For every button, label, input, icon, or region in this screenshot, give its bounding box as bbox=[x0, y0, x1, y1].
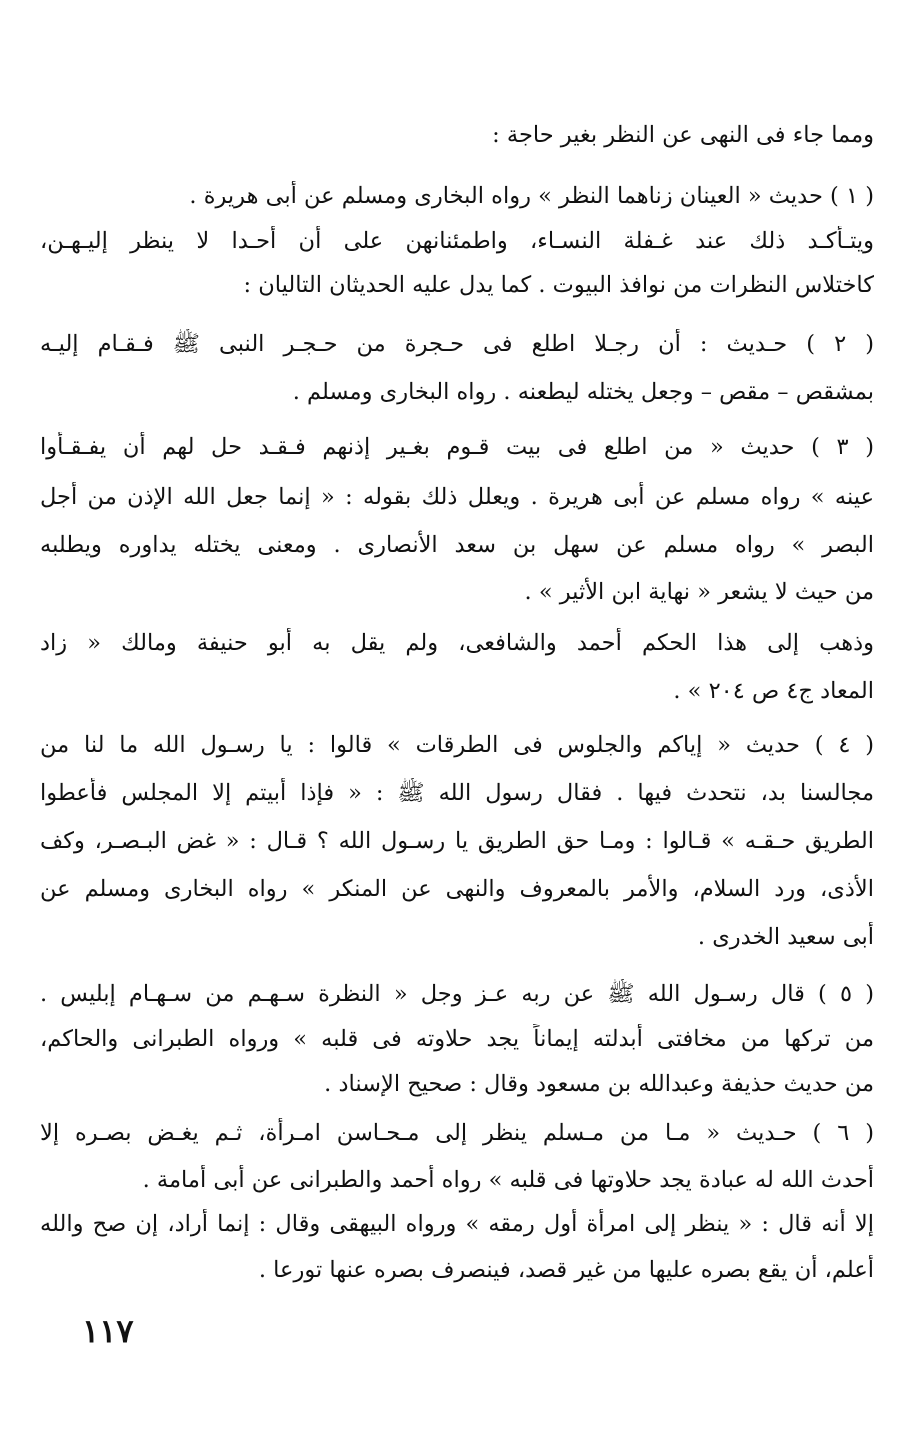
text-line: بمشقص – مقص – وجعل يختله ليطعنه . رواه البخارى ومسلم . bbox=[292, 379, 874, 405]
text-line: ويتـأكـد ذلك عند غـفلة النسـاء، واطمئنانهن على أن أحـدا لا ينظر إليـهـن، bbox=[40, 228, 874, 254]
text-line: البصر » رواه مسلم عن سهل بن سعد الأنصارى . ومعنى يختله يداوره ويطلبه bbox=[40, 532, 874, 558]
text-line: من حيث لا يشعر « نهاية ابن الأثير » . bbox=[524, 579, 874, 605]
text-line: عينه » رواه مسلم عن أبى هريرة . ويعلل ذلك بقوله : « إنما جعل الله الإذن من أجل bbox=[40, 484, 874, 510]
text-line-hadith-2: ( ٢ ) حـديث : أن رجـلا اطلع فى حـجرة من حـجـر النبى ﷺ فـقـام إليـه bbox=[40, 331, 874, 357]
text-line: المعاد ج٤ ص ٢٠٤ » . bbox=[673, 678, 874, 704]
text-line-hadith-1: ( ١ ) حديث « العينان زناهما النظر » رواه البخارى ومسلم عن أبى هريرة . bbox=[189, 183, 874, 209]
text-line-hadith-5: ( ٥ ) قال رسـول الله ﷺ عن ربه عـز وجل « النظرة سـهـم من سـهـام إبليس . bbox=[40, 981, 874, 1007]
text-line: أحدث الله له عبادة يجد حلاوتها فى قلبه » رواه أحمد والطبرانى عن أبى أمامة . bbox=[142, 1167, 874, 1193]
text-line: الطريق حـقـه » قـالوا : ومـا حق الطريق يا رسـول الله ؟ قـال : « غض البـصـر، وكف bbox=[40, 828, 874, 854]
page-number: ١١٧ bbox=[82, 1312, 134, 1350]
text-line: من تركها من مخافتى أبدلته إيماناً يجد حلاوته فى قلبه » ورواه الطبرانى والحاكم، bbox=[40, 1026, 874, 1052]
text-line: أبى سعيد الخدرى . bbox=[697, 924, 874, 950]
text-line-hadith-3: ( ٣ ) حديث « من اطلع فى بيت قـوم بغـير إذنهم فـقـد حل لهم أن يفـقـأوا bbox=[40, 434, 874, 460]
text-line: إلا أنه قال : « ينظر إلى امرأة أول رمقه » ورواه البيهقى وقال : إنما أراد، إن صح والله bbox=[40, 1211, 874, 1237]
text-line-hadith-6: ( ٦ ) حـديث « مـا من مـسلم ينظر إلى مـحـاسن امـرأة، ثـم يغـض بصـره إلا bbox=[40, 1120, 874, 1146]
text-line: الأذى، ورد السلام، والأمر بالمعروف والنهى عن المنكر » رواه البخارى ومسلم عن bbox=[40, 876, 874, 902]
text-line: مجالسنا بد، نتحدث فيها . فقال رسول الله ﷺ : « فإذا أبيتم إلا المجلس فأعطوا bbox=[40, 780, 874, 806]
text-line: أعلم، أن يقع بصره عليها من غير قصد، فينصرف بصره عنها تورعا . bbox=[258, 1257, 874, 1283]
text-line-paragraph: وذهب إلى هذا الحكم أحمد والشافعى، ولم يقل به أبو حنيفة ومالك « زاد bbox=[40, 630, 874, 656]
text-line-hadith-4: ( ٤ ) حديث « إياكم والجلوس فى الطرقات » قالوا : يا رسـول الله ما لنا من bbox=[40, 732, 874, 758]
text-line: كاختلاس النظرات من نوافذ البيوت . كما يدل عليه الحديثان التاليان : bbox=[243, 272, 874, 298]
heading-line: ومما جاء فى النهى عن النظر بغير حاجة : bbox=[492, 122, 874, 148]
text-line: من حديث حذيفة وعبدالله بن مسعود وقال : صحيح الإسناد . bbox=[324, 1071, 874, 1097]
